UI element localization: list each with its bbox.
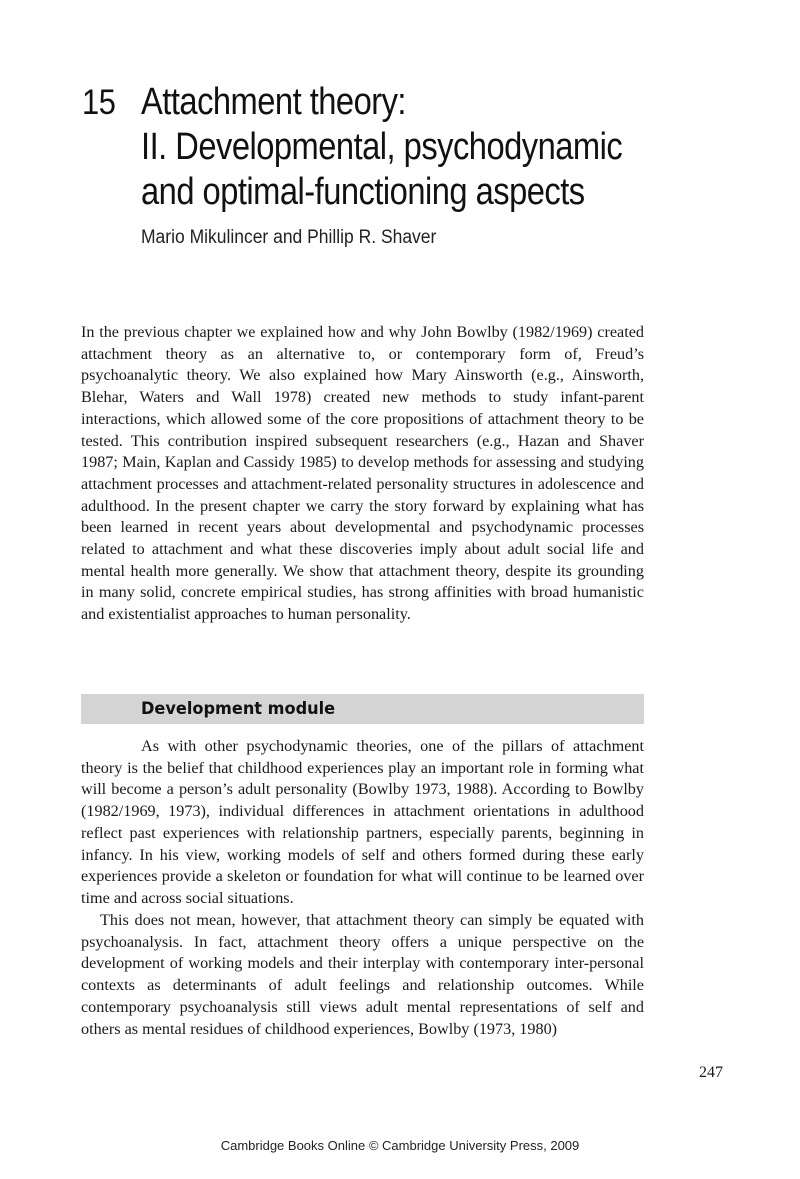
body-paragraph: As with other psychodynamic theories, one of the pillars of attachment theory is the belief that childhood experiences play an important role in forming what will become a person’s adult personality (Bowlby 1973, 1988). According to Bowlby (1982/1969, 1973), individual differences in attachment orientations in adulthood reflect past experiences with relationship partners, especially parents, beginning in infancy. In his view, working models of self and others formed during these early experiences provide a skeleton or foundation for what will continue to be learned over time and across social situations. — [81, 737, 644, 907]
section-header-bar — [81, 694, 644, 724]
chapter-title-line: Attachment theory: — [141, 81, 407, 123]
chapter-title — [141, 80, 691, 215]
page-number: 247 — [699, 1064, 723, 1081]
intro-paragraph: In the previous chapter we explained how and why John Bowlby (1982/1969) created attachment theory as an alternative to, or contemporary form of, Freud’s psychoanalytic theory. We also explained how Mary Ainsworth (e.g., Ainsworth, Blehar, Waters and Wall 1978) created new methods to study infant-parent interactions, which allowed some of the core propositions of attachment theory to be tested. This contribution inspired subsequent researchers (e.g., Hazan and Shaver 1987; Main, Kaplan and Cassidy 1985) to develop methods for assessing and studying attachment processes and attachment-related personality structures in adolescence and adulthood. In the present chapter we carry the story forward by explaining what has been learned in recent years about developmental and psychodynamic processes related to attachment and what these discoveries imply about adult social life and mental health more generally. We show that attachment theory, despite its grounding in many solid, concrete empirical studies, has strong affinities with broad humanistic and existentialist approaches to human personality. — [81, 323, 644, 624]
chapter-authors: Mario Mikulincer and Phillip R. Shaver — [141, 227, 437, 248]
chapter-title-line: II. Developmental, psychodynamic — [141, 126, 623, 168]
copyright-footer: Cambridge Books Online © Cambridge University Press, 2009 — [220, 1138, 580, 1153]
chapter-title-line: and optimal-functioning aspects — [141, 171, 585, 213]
chapter-number: 15 — [82, 83, 116, 122]
section-title: Development module — [141, 699, 336, 719]
body-paragraph: This does not mean, however, that attachment theory can simply be equated with psychoanalysis. In fact, attachment theory offers a unique perspective on the development of working models and their interplay with contemporary inter-personal contexts as determinants of adult feelings and relationship outcomes. While contemporary psychoanalysis still views adult mental representations of self and others as mental residues of childhood experiences, Bowlby (1973, 1980) — [81, 911, 644, 1038]
